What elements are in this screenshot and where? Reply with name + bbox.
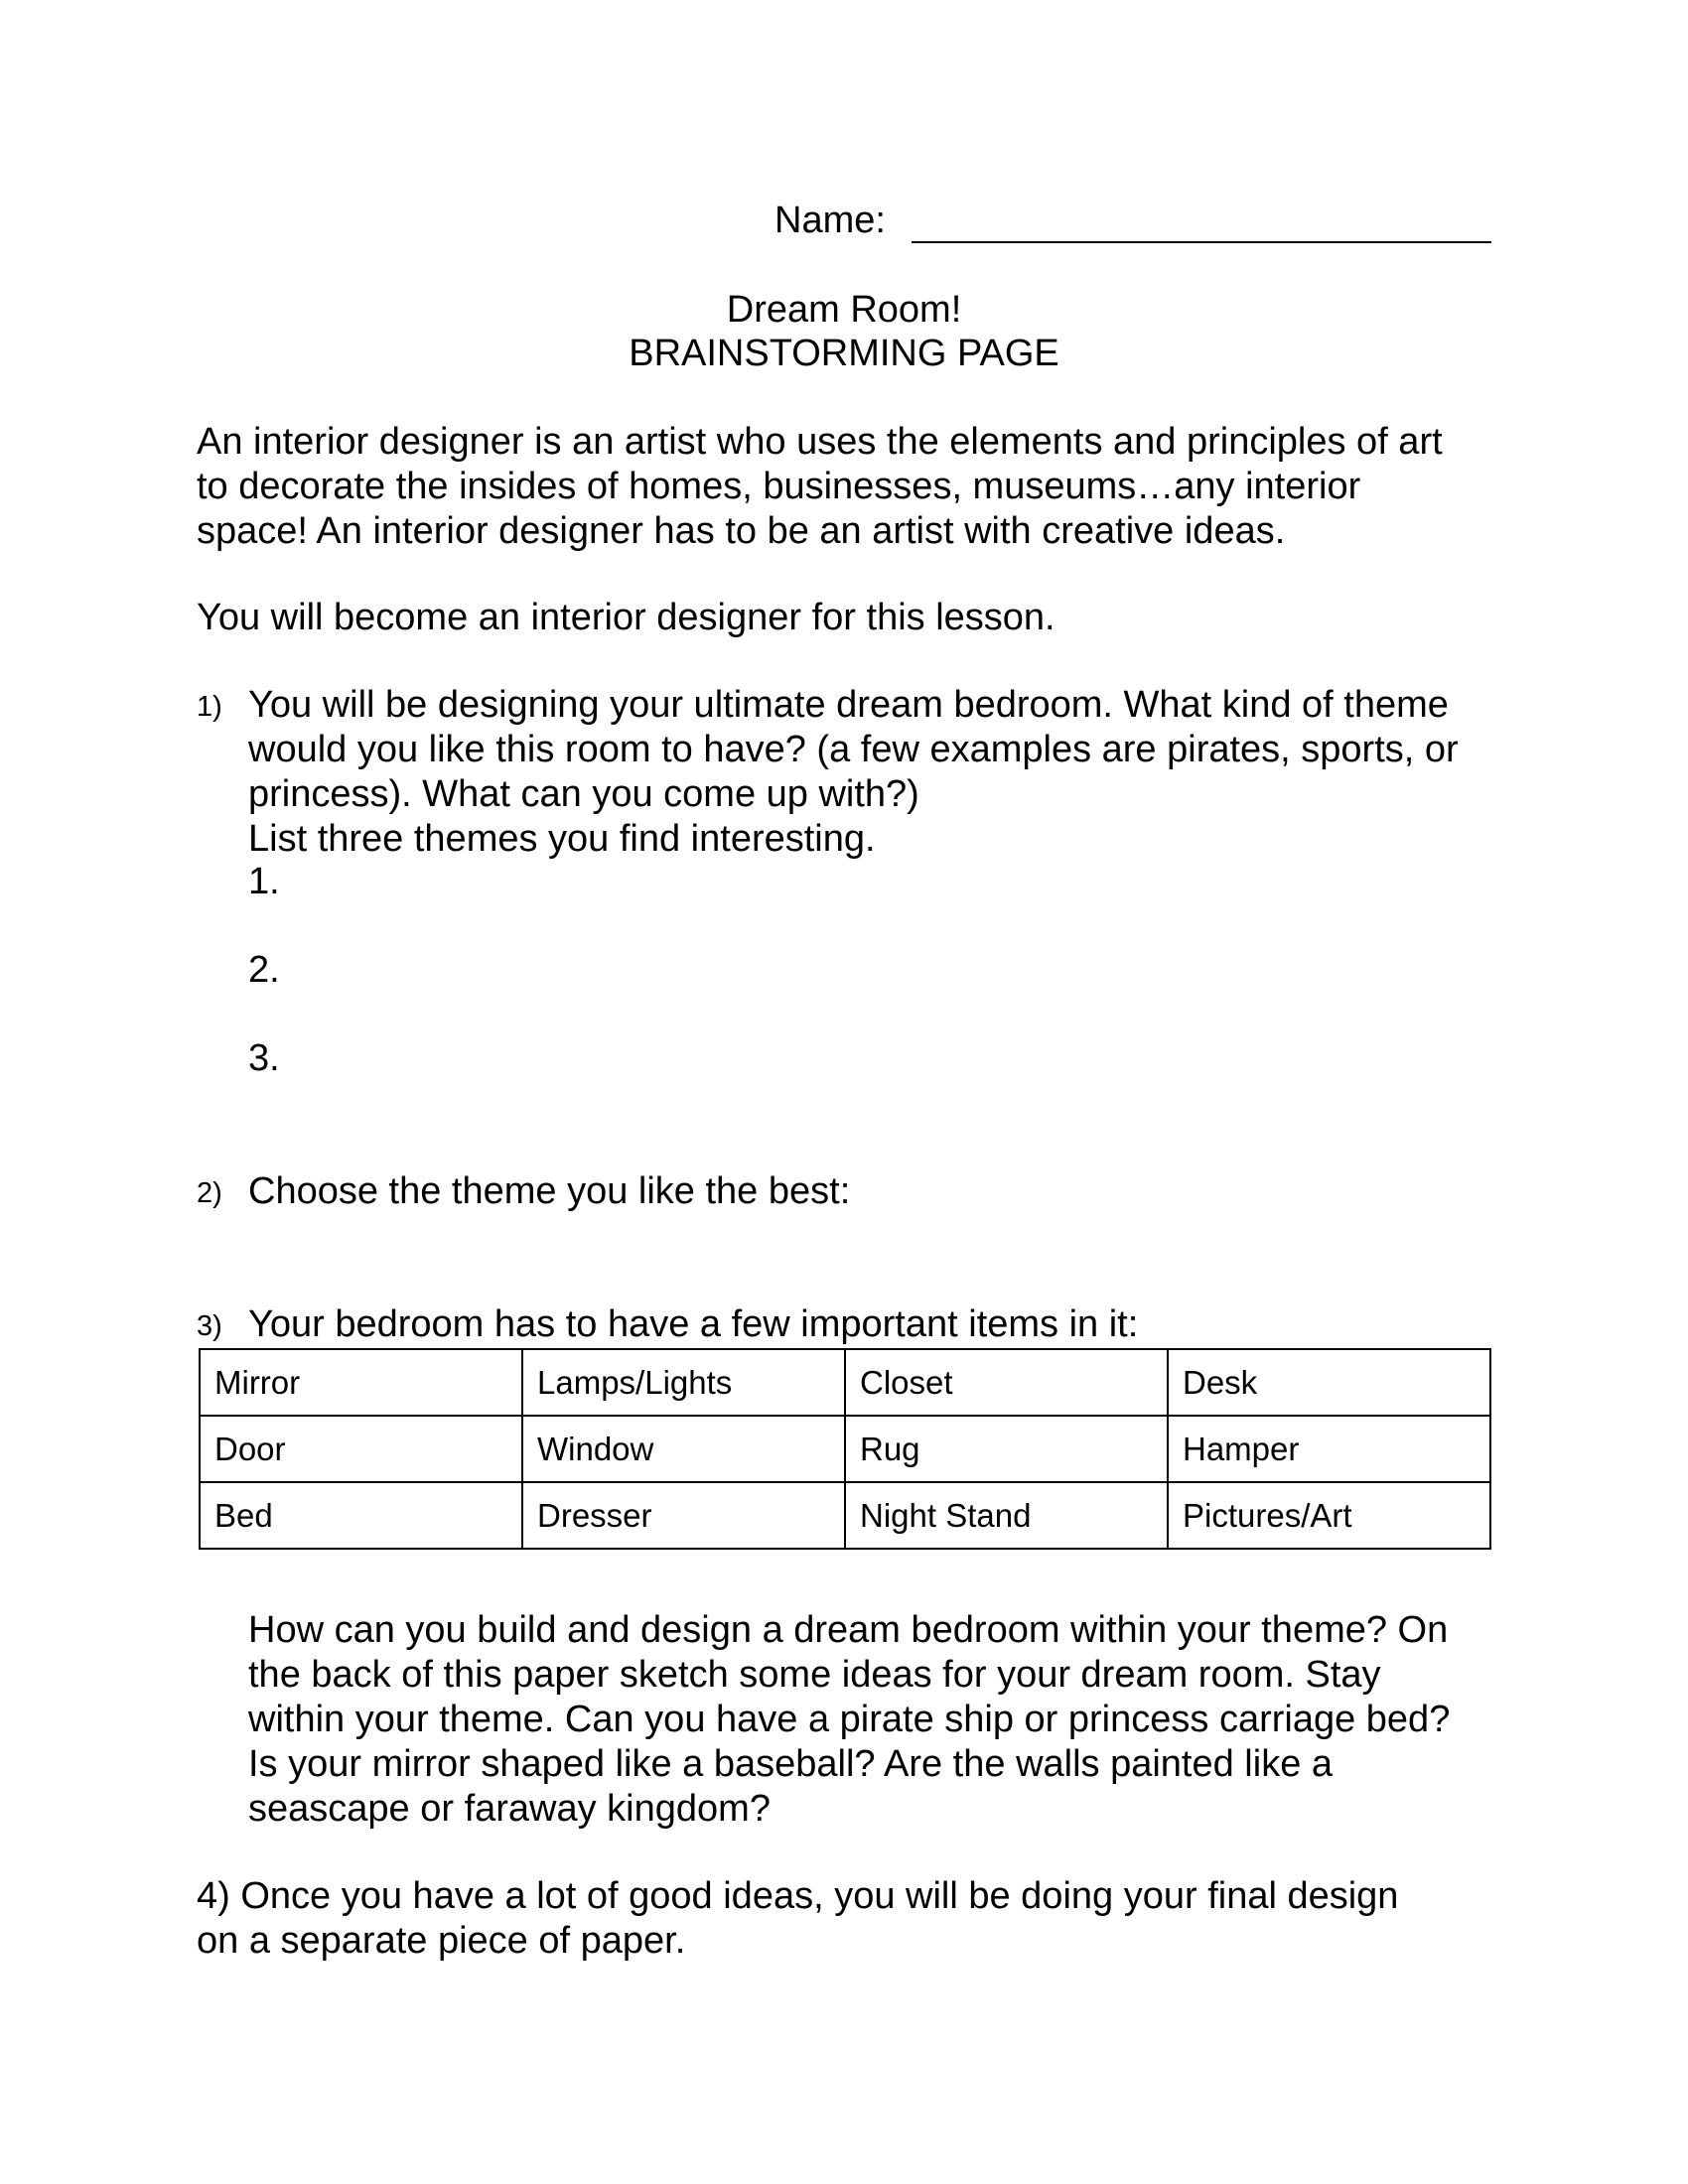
name-label: Name:	[774, 200, 886, 241]
table-cell: Pictures/Art	[1168, 1482, 1490, 1549]
table-row	[200, 1416, 1490, 1482]
question-2-text: Choose the theme you like the best:	[248, 1170, 851, 1212]
name-blank-line[interactable]	[912, 241, 1491, 243]
table-cell: Rug	[845, 1416, 1168, 1482]
table-cell: Door	[200, 1416, 522, 1482]
table-row	[200, 1349, 1490, 1416]
table-cell: Window	[522, 1416, 845, 1482]
table-cell: Bed	[200, 1482, 522, 1549]
intro-paragraph: An interior designer is an artist who uses the elements and principles of art to decorate the insides of homes, businesses, museums…any interior space! An interior designer has to be an artist with creative ideas.	[197, 421, 1443, 552]
question-3-text: Your bedroom has to have a few important items in it:	[248, 1303, 1139, 1345]
question-3-number: 3)	[197, 1310, 222, 1342]
table-cell: Night Stand	[845, 1482, 1168, 1549]
table-cell: Closet	[845, 1349, 1168, 1416]
table-cell: Dresser	[522, 1482, 845, 1549]
lesson-statement: You will become an interior designer for this lesson.	[197, 597, 1055, 638]
theme-list-item-1: 1.	[248, 861, 280, 902]
table-cell: Mirror	[200, 1349, 522, 1416]
theme-list-item-2: 2.	[248, 949, 280, 991]
question-2-number: 2)	[197, 1177, 222, 1209]
bedroom-items-table	[199, 1348, 1491, 1550]
worksheet-subtitle: BRAINSTORMING PAGE	[629, 333, 1059, 374]
table-cell: Desk	[1168, 1349, 1490, 1416]
table-cell: Lamps/Lights	[522, 1349, 845, 1416]
table-cell: Hamper	[1168, 1416, 1490, 1482]
worksheet-title: Dream Room!	[726, 289, 962, 331]
table-row	[200, 1482, 1490, 1549]
sketch-instructions: How can you build and design a dream bedroom within your theme? On the back of this paper sketch some ideas for your dream room. Stay within your theme. Can you have a pirate ship or princess carriage bed? Is your mirror shaped like a baseball? Are the walls painted like a seascape or faraway kingdom?	[248, 1609, 1451, 1830]
question-1-text: You will be designing your ultimate dream bedroom. What kind of theme would you like this room to have? (a few examples are pirates, sports, or princess). What can you come up with?) List three themes you find interesting.	[248, 684, 1459, 860]
theme-list-item-3: 3.	[248, 1037, 280, 1079]
question-1-number: 1)	[197, 691, 222, 723]
question-4-text: 4) Once you have a lot of good ideas, you will be doing your final design on a separate piece of paper.	[197, 1875, 1399, 1962]
